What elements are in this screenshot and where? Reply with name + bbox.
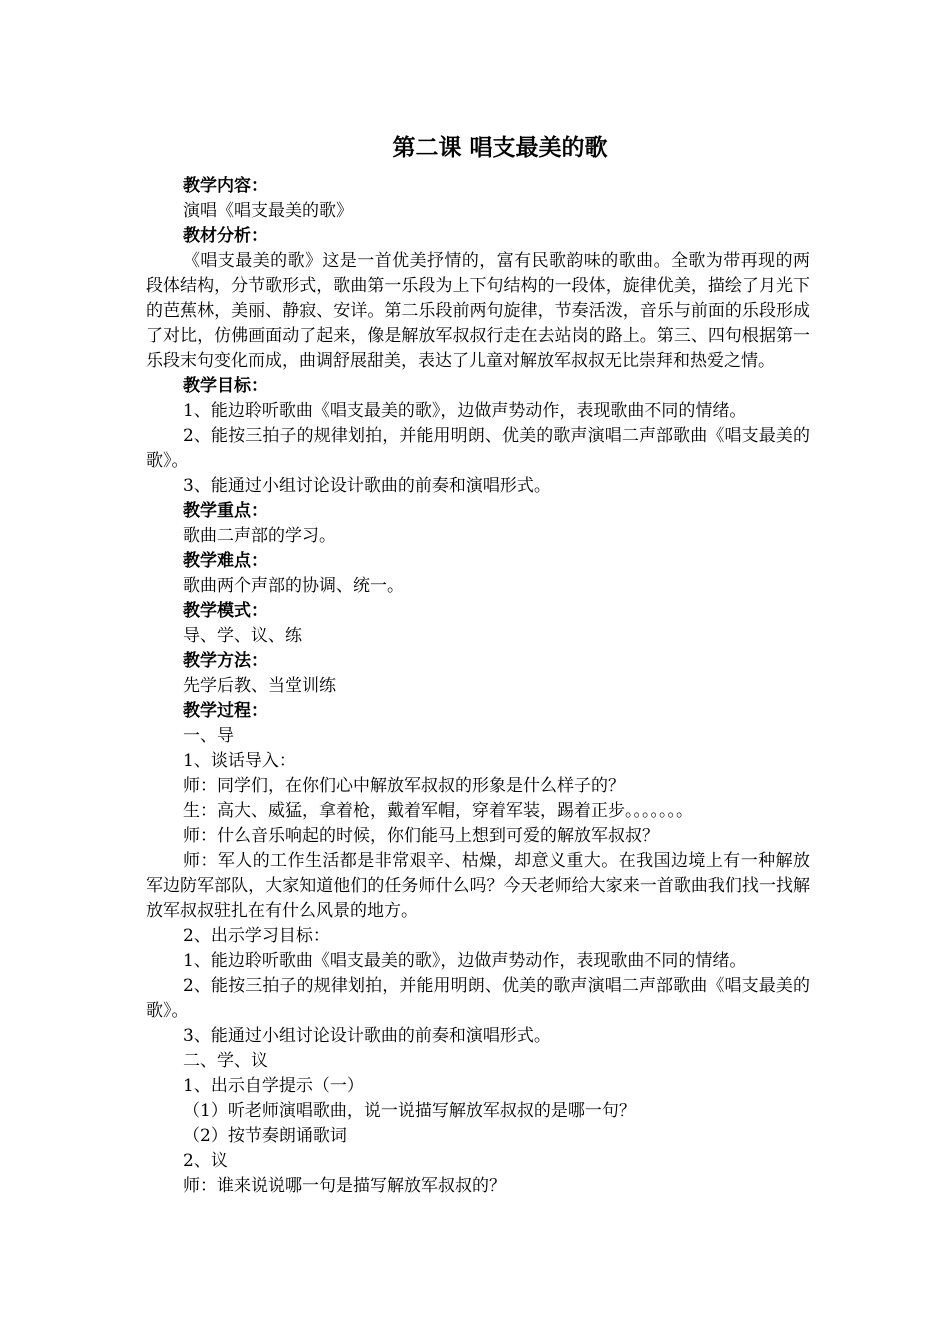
process-step-1: 一、导 xyxy=(183,726,234,746)
teaching-method-heading: 教学方法： xyxy=(183,651,268,671)
document-page xyxy=(146,128,810,1199)
process-step-1-2: 2、出示学习目标： xyxy=(183,926,330,946)
difficulty-heading: 教学难点： xyxy=(183,551,268,571)
teaching-process-heading: 教学过程： xyxy=(183,701,268,721)
dialog-paragraph: 师：军人的工作生活都是非常艰辛、枯燥，却意义重大。在我国边境上有一种解放军边防军部队，大家知道他们的任务师什么吗？今天老师给大家来一首歌曲我们找一找解放军叔叔驻扎在有什么风景的地方。 xyxy=(146,851,810,921)
teaching-goal-3: 3、能通过小组讨论设计歌曲的前奏和演唱形式。 xyxy=(183,476,551,496)
process-step-2: 二、学、议 xyxy=(183,1051,268,1071)
process-step-1-1: 1、谈话导入： xyxy=(183,751,296,771)
dialog-line: 师：同学们，在你们心中解放军叔叔的形象是什么样子的？ xyxy=(183,776,625,796)
teaching-method-text: 先学后教、当堂训练 xyxy=(183,676,336,696)
teaching-mode-heading: 教学模式： xyxy=(183,601,268,621)
self-study-hint-1: （1）听老师演唱歌曲，说一说描写解放军叔叔的是哪一句？ xyxy=(183,1101,636,1121)
dialog-line: 师：什么音乐响起的时候，你们能马上想到可爱的解放军叔叔？ xyxy=(183,826,659,846)
teaching-goal-1: 1、能边聆听歌曲《唱支最美的歌》，边做声势动作，表现歌曲不同的情绪。 xyxy=(183,401,747,421)
teaching-content-text: 演唱《唱支最美的歌》 xyxy=(183,201,353,221)
page-title: 第二课 唱支最美的歌 xyxy=(392,134,608,161)
difficulty-text: 歌曲两个声部的协调、统一。 xyxy=(183,576,404,596)
dialog-line: 师：谁来说说哪一句是描写解放军叔叔的？ xyxy=(183,1176,506,1196)
key-point-text: 歌曲二声部的学习。 xyxy=(183,526,336,546)
teaching-goals-heading: 教学目标： xyxy=(183,376,268,396)
key-point-heading: 教学重点： xyxy=(183,501,268,521)
teaching-content-heading: 教学内容： xyxy=(183,176,268,196)
dialog-line: 生：高大、威猛，拿着枪，戴着军帽，穿着军装，踢着正步。。。。。。。 xyxy=(183,801,693,821)
self-study-hint-2: （2）按节奏朗诵歌词 xyxy=(183,1126,347,1146)
learning-goal-1: 1、能边聆听歌曲《唱支最美的歌》，边做声势动作，表现歌曲不同的情绪。 xyxy=(183,951,747,971)
teaching-mode-text: 导、学、议、练 xyxy=(183,626,302,646)
material-analysis-heading: 教材分析： xyxy=(183,226,268,246)
process-step-2-1: 1、出示自学提示（一） xyxy=(183,1076,364,1096)
learning-goal-2: 2、能按三拍子的规律划拍，并能用明朗、优美的歌声演唱二声部歌曲《唱支最美的歌》。 xyxy=(146,976,810,1021)
material-analysis-text: 《唱支最美的歌》这是一首优美抒情的，富有民歌韵味的歌曲。全歌为带再现的两段体结构，分节歌形式，歌曲第一乐段为上下句结构的一段体，旋律优美，描绘了月光下的芭蕉林，美丽、静寂、安详。第二乐段前两句旋律，节奏活泼，音乐与前面的乐段形成了对比，仿佛画面动了起来，像是解放军叔叔行走在去站岗的路上。第三、四句根据第一乐段末句变化而成，曲调舒展甜美，表达了儿童对解放军叔叔无比崇拜和热爱之情。 xyxy=(146,251,810,371)
process-step-2-2: 2、议 xyxy=(183,1151,228,1171)
teaching-goal-2: 2、能按三拍子的规律划拍，并能用明朗、优美的歌声演唱二声部歌曲《唱支最美的歌》。 xyxy=(146,426,810,471)
learning-goal-3: 3、能通过小组讨论设计歌曲的前奏和演唱形式。 xyxy=(183,1026,551,1046)
